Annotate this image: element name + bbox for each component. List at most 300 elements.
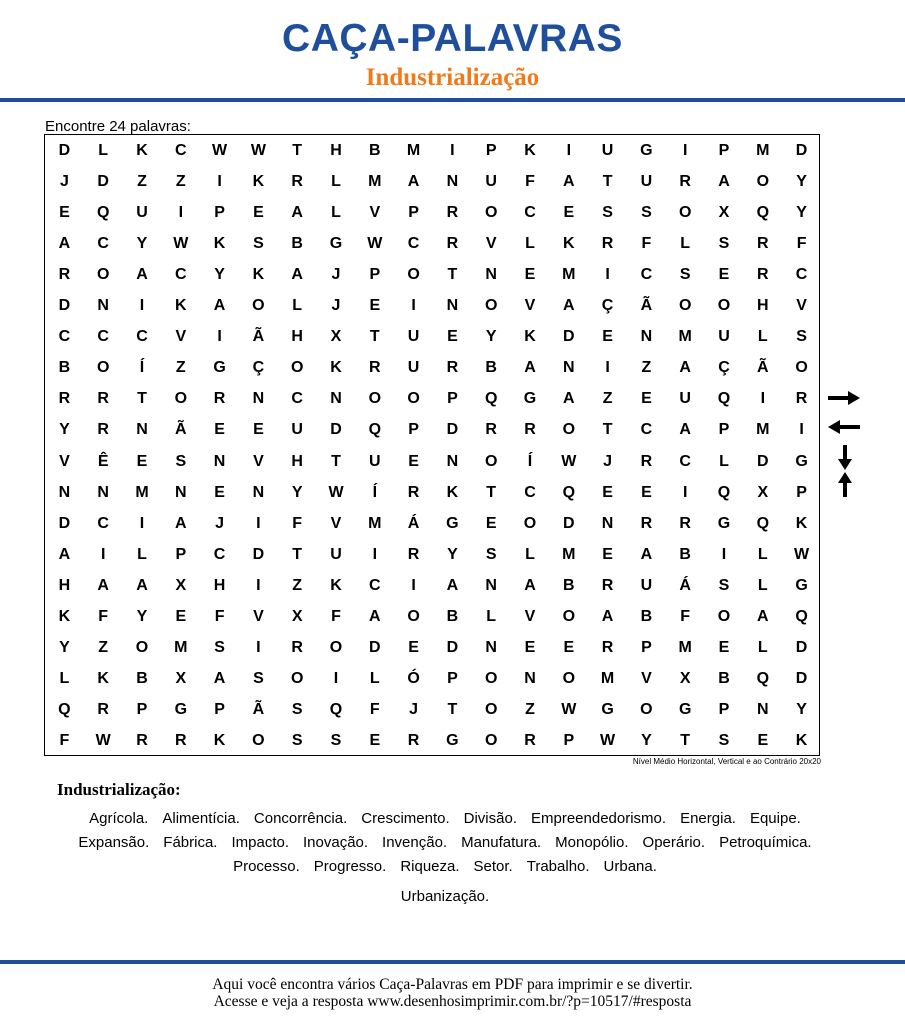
grid-cell: R: [446, 203, 459, 221]
word-list-item: Operário.: [642, 834, 706, 851]
grid-cell: F: [796, 234, 807, 252]
grid-cell: L: [98, 141, 109, 159]
grid-cell: V: [253, 452, 264, 470]
grid-cell: R: [485, 421, 497, 439]
grid-cell: E: [59, 203, 70, 221]
grid-cell: G: [446, 514, 459, 532]
grid-cell: E: [253, 421, 264, 439]
grid-cell: W: [367, 234, 383, 252]
grid-cell: Z: [175, 359, 186, 377]
grid-cell: F: [680, 608, 691, 626]
grid-cell: R: [601, 234, 614, 252]
grid-cell: Y: [59, 421, 70, 439]
grid-cell: P: [369, 265, 381, 283]
grid-cell: J: [59, 172, 69, 190]
grid-cell: G: [174, 701, 188, 719]
grid-cell: P: [718, 701, 730, 719]
grid-cell: W: [95, 732, 111, 750]
grid-cell: G: [795, 452, 808, 470]
grid-cell: Z: [137, 172, 147, 190]
grid-cell: A: [213, 297, 226, 315]
grid-cell: R: [795, 390, 808, 408]
word-list-item: Monopólio.: [555, 834, 629, 851]
grid-cell: A: [563, 172, 575, 190]
grid-cell: Q: [329, 701, 343, 719]
grid-cell: A: [291, 265, 303, 283]
grid-cell: L: [719, 452, 729, 470]
grid-cell: C: [291, 390, 303, 408]
grid-cell: R: [97, 421, 109, 439]
grid-cell: D: [58, 141, 71, 159]
grid-cell: E: [485, 514, 497, 532]
grid-cell: K: [252, 265, 265, 283]
grid-cell: I: [178, 203, 184, 221]
grid-cell: Ç: [718, 359, 730, 377]
grid-cell: Z: [98, 639, 109, 657]
grid-cell: N: [757, 701, 769, 719]
grid-cell: R: [291, 172, 303, 190]
grid-cell: A: [213, 670, 226, 688]
grid-cell: B: [640, 608, 653, 626]
grid-cell: S: [253, 670, 264, 688]
grid-cell: V: [369, 203, 381, 221]
word-list-item: Impacto.: [231, 834, 289, 851]
grid-cell: R: [136, 732, 148, 750]
word-list-item: Inovação.: [303, 834, 369, 851]
grid-cell: Ó: [407, 670, 420, 688]
grid-cell: O: [484, 203, 498, 221]
grid-cell: E: [136, 452, 148, 470]
grid-cell: I: [139, 297, 145, 315]
grid-cell: B: [446, 608, 459, 626]
grid-cell: O: [795, 359, 808, 377]
grid-cell: Á: [679, 576, 691, 594]
grid-cell: I: [411, 576, 416, 594]
grid-cell: D: [330, 421, 342, 439]
grid-cell: O: [407, 390, 420, 408]
grid-cell: I: [799, 421, 804, 439]
grid-cell: R: [640, 452, 653, 470]
grid-cell: L: [59, 670, 70, 688]
grid-cell: B: [369, 141, 381, 159]
grid-cell: A: [58, 545, 71, 563]
grid-cell: A: [679, 359, 691, 377]
grid-cell: Q: [756, 514, 770, 532]
word-list-item: Concorrência.: [253, 810, 348, 827]
grid-cell: P: [408, 203, 419, 221]
grid-cell: N: [446, 297, 459, 315]
grid-cell: Y: [214, 265, 225, 283]
grid-cell: M: [756, 141, 770, 159]
grid-cell: Q: [58, 701, 71, 719]
grid-cell: X: [679, 670, 691, 688]
word-list-item: Setor.: [473, 858, 513, 875]
grid-cell: O: [96, 265, 110, 283]
grid-cell: Á: [407, 514, 420, 532]
grid-cell: R: [291, 639, 303, 657]
grid-cell: D: [795, 639, 808, 657]
grid-cell: N: [97, 483, 109, 501]
grid-cell: O: [523, 514, 537, 532]
grid-cell: T: [447, 701, 458, 719]
grid-cell: E: [408, 639, 419, 657]
grid-cell: A: [369, 608, 381, 626]
grid-cell: H: [58, 576, 71, 594]
grid-cell: E: [602, 545, 613, 563]
grid-cell: N: [563, 359, 575, 377]
grid-cell: R: [757, 265, 769, 283]
grid-cell: R: [446, 234, 459, 252]
grid-cell: N: [330, 390, 342, 408]
grid-cell: I: [256, 514, 261, 532]
grid-cell: Y: [447, 545, 458, 563]
word-list-item: Agrícola.: [89, 810, 149, 827]
grid-cell: W: [561, 701, 577, 719]
grid-cell: S: [641, 203, 652, 221]
grid-cell: V: [641, 670, 652, 688]
word-list-item: Urbana.: [603, 858, 657, 875]
grid-cell: H: [291, 452, 303, 470]
grid-cell: Q: [717, 390, 731, 408]
grid-cell: U: [407, 328, 420, 346]
grid-cell: I: [605, 265, 610, 283]
grid-cell: W: [561, 452, 577, 470]
grid-cell: M: [562, 545, 576, 563]
grid-cell: O: [329, 639, 343, 657]
grid-cell: A: [563, 297, 575, 315]
grid-cell: M: [600, 670, 615, 688]
grid-cell: Y: [796, 701, 807, 719]
grid-cell: J: [603, 452, 613, 470]
grid-cell: N: [601, 514, 614, 532]
grid-cell: O: [678, 203, 692, 221]
grid-cell: Q: [484, 390, 498, 408]
grid-cell: T: [292, 141, 303, 159]
grid-cell: H: [757, 297, 769, 315]
word-list-item: Fábrica.: [163, 834, 218, 851]
grid-cell: M: [678, 639, 692, 657]
grid-cell: Q: [717, 483, 731, 501]
grid-cell: E: [369, 297, 381, 315]
grid-cell: U: [485, 172, 497, 190]
grid-cell: B: [718, 670, 730, 688]
grid-cell: D: [97, 172, 109, 190]
grid-cell: D: [757, 452, 769, 470]
grid-cell: R: [97, 390, 109, 408]
grid-cell: N: [213, 452, 226, 470]
grid-cell: A: [601, 608, 614, 626]
grid-cell: W: [328, 483, 344, 501]
grid-cell: N: [485, 265, 497, 283]
grid-cell: O: [290, 359, 304, 377]
grid-cell: R: [58, 390, 71, 408]
grid-cell: Ê: [97, 452, 109, 470]
grid-cell: I: [605, 359, 610, 377]
word-list-item: Riqueza.: [400, 858, 460, 875]
grid-cell: C: [175, 265, 187, 283]
grid-cell: E: [563, 639, 575, 657]
grid-cell: Y: [136, 234, 148, 252]
grid-cell: L: [757, 576, 768, 594]
grid-cell: P: [563, 732, 575, 750]
grid-cell: L: [486, 608, 497, 626]
grid-cell: A: [640, 545, 653, 563]
grid-cell: W: [794, 545, 810, 563]
grid-cell: J: [215, 514, 225, 532]
grid-cell: D: [446, 421, 459, 439]
grid-cell: O: [368, 390, 382, 408]
grid-cell: C: [213, 545, 226, 563]
grid-cell: S: [796, 328, 807, 346]
grid-cell: I: [100, 545, 106, 563]
grid-cell: A: [524, 576, 536, 594]
grid-cell: O: [756, 172, 770, 190]
grid-cell: I: [411, 297, 416, 315]
grid-cell: F: [59, 732, 70, 750]
grid-cell: O: [484, 452, 498, 470]
grid-cell: W: [250, 141, 266, 159]
grid-cell: A: [58, 234, 71, 252]
grid-cell: S: [718, 732, 730, 750]
grid-cell: D: [795, 141, 808, 159]
grid-cell: D: [795, 670, 808, 688]
grid-cell: Q: [96, 203, 110, 221]
grid-cell: Ã: [252, 701, 265, 719]
grid-cell: N: [252, 390, 265, 408]
grid-cell: N: [175, 483, 187, 501]
grid-cell: K: [446, 483, 459, 501]
grid-cell: D: [58, 297, 71, 315]
grid-cell: T: [602, 421, 613, 439]
grid-cell: X: [175, 670, 187, 688]
grid-cell: P: [447, 390, 458, 408]
grid-cell: M: [368, 514, 382, 532]
grid-cell: R: [175, 732, 187, 750]
grid-cell: T: [292, 545, 303, 563]
grid-cell: O: [484, 701, 498, 719]
grid-cell: A: [407, 172, 420, 190]
grid-cell: S: [602, 203, 613, 221]
grid-cell: K: [97, 670, 109, 688]
grid-cell: C: [369, 576, 381, 594]
top-divider: [0, 98, 905, 102]
grid-cell: O: [562, 608, 576, 626]
grid-cell: E: [214, 421, 225, 439]
grid-cell: A: [524, 359, 536, 377]
grid-cell: O: [484, 670, 498, 688]
grid-cell: N: [136, 421, 148, 439]
word-list-item: Processo.: [233, 858, 300, 875]
grid-cell: C: [407, 234, 420, 252]
grid-cell: D: [252, 545, 265, 563]
grid-cell: M: [406, 141, 421, 159]
grid-cell: K: [58, 608, 71, 626]
arrow-right-icon: [826, 389, 862, 407]
grid-cell: O: [407, 608, 420, 626]
grid-cell: Ç: [601, 297, 614, 315]
grid-cell: Y: [796, 172, 807, 190]
grid-cell: E: [408, 452, 419, 470]
grid-cell: I: [566, 141, 572, 159]
grid-cell: P: [214, 203, 225, 221]
grid-cell: S: [291, 701, 303, 719]
grid-cell: L: [331, 172, 341, 190]
grid-cell: F: [292, 514, 303, 532]
word-list-item: Equipe.: [749, 810, 801, 827]
grid-cell: C: [136, 328, 148, 346]
grid-cell: B: [563, 576, 575, 594]
instructions: Encontre 24 palavras:: [45, 118, 191, 135]
grid-cell: F: [331, 608, 341, 626]
grid-cell: T: [486, 483, 497, 501]
grid-cell: A: [97, 576, 109, 594]
grid-cell: T: [369, 328, 380, 346]
grid-cell: N: [446, 172, 459, 190]
grid-cell: R: [601, 639, 614, 657]
grid-cell: O: [135, 639, 149, 657]
grid-cell: F: [369, 701, 380, 719]
grid-cell: D: [563, 514, 575, 532]
grid-cell: X: [718, 203, 730, 221]
grid-cell: R: [407, 732, 420, 750]
grid-cell: E: [563, 203, 575, 221]
grid-cell: N: [524, 670, 536, 688]
grid-cell: A: [757, 608, 769, 626]
grid-cell: C: [97, 234, 109, 252]
grid-cell: H: [291, 328, 303, 346]
grid-cell: Z: [292, 576, 303, 594]
grid-cell: V: [330, 514, 342, 532]
grid-cell: O: [717, 297, 731, 315]
grid-cell: V: [59, 452, 70, 470]
grid-cell: K: [524, 328, 536, 346]
grid-cell: I: [256, 576, 261, 594]
bottom-divider: [0, 960, 905, 964]
grid-cell: E: [641, 483, 652, 501]
grid-cell: Y: [485, 328, 497, 346]
grid-cell: R: [601, 576, 614, 594]
grid-cell: Í: [527, 452, 533, 470]
grid-cell: X: [175, 576, 187, 594]
grid-cell: L: [680, 234, 691, 252]
grid-cell: C: [58, 328, 71, 346]
grid-cell: T: [602, 172, 613, 190]
grid-cell: K: [213, 732, 226, 750]
grid-cell: G: [601, 701, 614, 719]
grid-cell: U: [679, 390, 691, 408]
grid-cell: C: [524, 203, 536, 221]
grid-cell: Y: [136, 608, 148, 626]
grid-cell: G: [329, 234, 343, 252]
grid-cell: E: [602, 483, 613, 501]
grid-cell: S: [679, 265, 691, 283]
grid-cell: N: [446, 452, 459, 470]
grid-cell: R: [58, 265, 71, 283]
grid-cell: I: [760, 390, 766, 408]
grid-cell: C: [524, 483, 536, 501]
grid-cell: B: [291, 234, 303, 252]
grid-cell: Q: [756, 670, 770, 688]
grid-cell: X: [291, 608, 303, 626]
grid-cell: U: [407, 359, 420, 377]
grid-cell: L: [757, 639, 768, 657]
grid-cell: Z: [641, 359, 652, 377]
grid-cell: P: [796, 483, 807, 501]
grid-cell: R: [407, 545, 420, 563]
grid-cell: K: [252, 172, 265, 190]
grid-cell: Z: [525, 701, 535, 719]
grid-cell: I: [721, 545, 727, 563]
grid-cell: A: [136, 576, 148, 594]
grid-cell: L: [525, 234, 535, 252]
grid-cell: E: [641, 390, 652, 408]
grid-cell: K: [213, 234, 226, 252]
grid-cell: O: [562, 421, 576, 439]
grid-cell: P: [408, 421, 419, 439]
grid-cell: G: [213, 359, 226, 377]
grid-cell: K: [330, 576, 342, 594]
grid-cell: B: [485, 359, 497, 377]
grid-cell: I: [139, 514, 145, 532]
grid-cell: G: [640, 141, 653, 159]
grid-cell: E: [175, 608, 187, 626]
grid-cell: A: [175, 514, 187, 532]
grid-cell: M: [678, 328, 692, 346]
grid-cell: P: [136, 701, 148, 719]
grid-cell: I: [682, 483, 688, 501]
grid-cell: E: [214, 483, 225, 501]
grid-cell: P: [718, 421, 730, 439]
grid-cell: N: [252, 483, 265, 501]
grid-cell: F: [98, 608, 109, 626]
grid-cell: W: [600, 732, 616, 750]
grid-cell: T: [331, 452, 341, 470]
grid-cell: R: [446, 359, 459, 377]
grid-cell: G: [795, 576, 808, 594]
grid-cell: W: [212, 141, 228, 159]
grid-cell: Y: [796, 203, 807, 221]
grid-cell: Y: [59, 639, 70, 657]
grid-cell: E: [602, 328, 613, 346]
grid-cell: T: [447, 265, 458, 283]
grid-cell: K: [524, 141, 536, 159]
grid-cell: X: [757, 483, 769, 501]
grid-cell: I: [372, 545, 378, 563]
grid-cell: E: [447, 328, 458, 346]
grid-cell: T: [137, 390, 147, 408]
grid-cell: E: [757, 732, 769, 750]
grid-cell: Í: [139, 359, 145, 377]
page-title: CAÇA-PALAVRAS: [282, 17, 623, 60]
grid-cell: D: [563, 328, 575, 346]
grid-cell: A: [563, 390, 575, 408]
grid-cell: U: [330, 545, 342, 563]
grid-cell: U: [718, 328, 730, 346]
grid-cell: U: [291, 421, 303, 439]
grid-cell: U: [640, 172, 653, 190]
grid-cell: R: [97, 701, 109, 719]
grid-cell: E: [718, 639, 730, 657]
grid-cell: Ã: [757, 359, 769, 377]
grid-cell: Ã: [175, 421, 187, 439]
grid-cell: N: [485, 639, 497, 657]
grid-cell: O: [484, 297, 498, 315]
grid-cell: U: [369, 452, 381, 470]
grid-cell: N: [640, 328, 653, 346]
word-list-item: Crescimento.: [361, 810, 450, 827]
arrow-left-icon: [826, 418, 862, 436]
grid-cell: F: [525, 172, 535, 190]
